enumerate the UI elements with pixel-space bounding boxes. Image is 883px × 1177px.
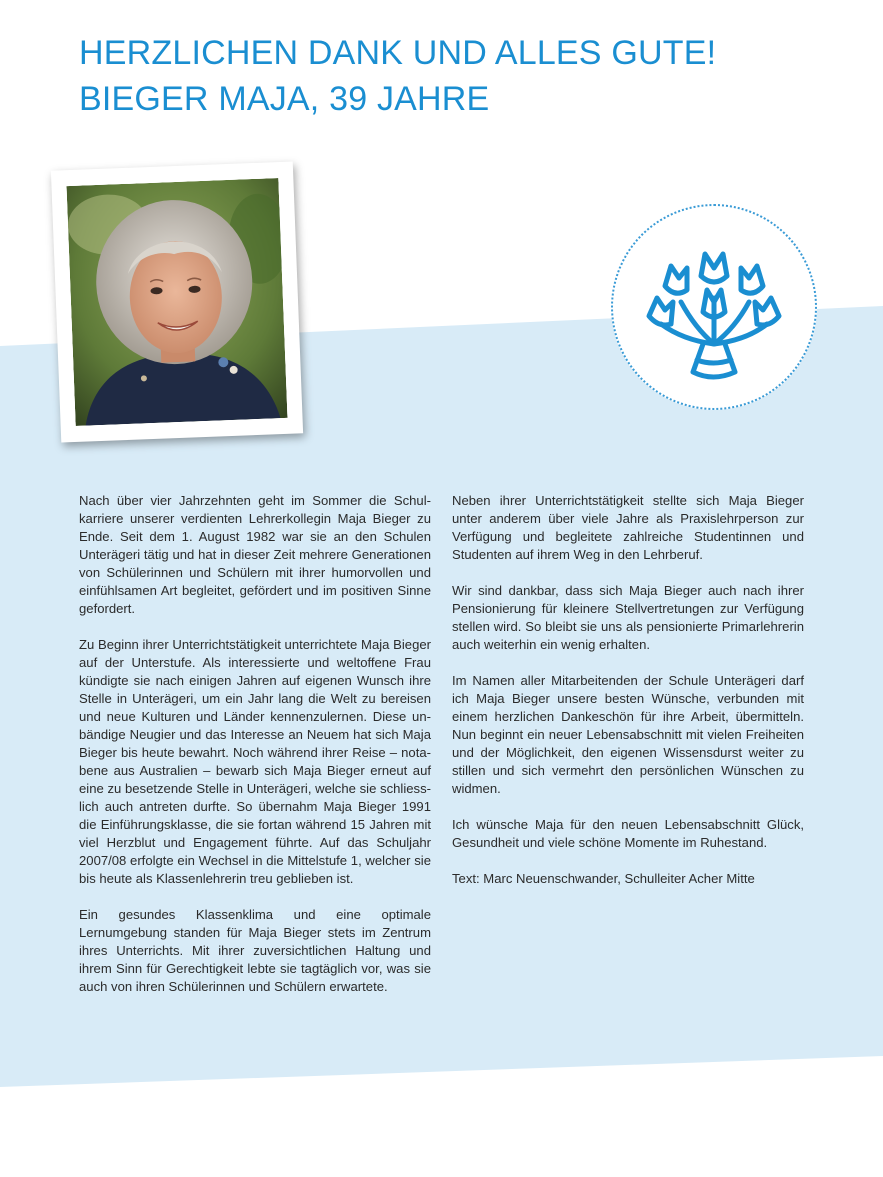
title-line-1: HERZLICHEN DANK UND ALLES GUTE! [79, 34, 717, 72]
page-title [79, 30, 716, 122]
paragraph: Nach über vier Jahrzehnten geht im Sommer die Schulkarriere unserer verdienten Lehrerkollegin Maja Bieger zu Ende. Seit dem 1. August 1982 war sie an den Schulen Unterägeri tätig und hat in dieser Zeit mehrere Generationen von Schülerinnen und Schülern mit ihrer humorvollen und einfühlsamen Art begleitet, gefördert und im positiven Sinne gefordert. [79, 493, 431, 616]
paragraph: Wir sind dankbar, dass sich Maja Bieger auch nach ihrer Pensionierung für kleinere Stellvertretungen zur Verfügung stellen wird. So bleibt sie uns als pensionierte Primarlehrerin auch weiterhin ein wenig erhalten. [452, 583, 804, 652]
flower-bouquet-icon [643, 232, 785, 384]
article-column-left [79, 492, 431, 1014]
bouquet-badge [611, 204, 817, 410]
paragraph: Neben ihrer Unterrichtstätigkeit stellte sich Maja Bieger unter anderem über viele Jahre als Praxislehrperson zur Verfügung und begleitete zahlreiche Studentinnen und Studenten auf ihrem Weg in den Lehrberuf. [452, 493, 804, 562]
paragraph: Im Namen aller Mitarbeitenden der Schule Unterägeri darf ich Maja Bieger unsere besten Wünsche, verbunden mit einem herzlichen Dankeschön für ihre Arbeit, übermitteln. Nun beginnt ein neuer Lebensabschnitt mit vielen Freiheiten und der Möglichkeit, den eigenen Wissensdurst weiter zu stillen und sich vermehrt den persönlichen Wünschen zu widmen. [452, 673, 804, 796]
polaroid-photo-frame [51, 161, 303, 442]
portrait-photo [66, 178, 287, 426]
article-column-right [452, 492, 804, 906]
paragraph: Ich wünsche Maja für den neuen Lebensabschnitt Glück, Gesundheit und viele schöne Momente im Ruhestand. [452, 817, 804, 850]
title-line-2: BIEGER MAJA, 39 JAHRE [79, 80, 490, 118]
paragraph: Zu Beginn ihrer Unterrichtstätigkeit unterrichtete Maja Bieger auf der Unterstufe. Als interessierte und weltoffene Frau kündigte sie nach einigen Jahren auf eigenen Wunsch ihre Stelle in Unterägeri, um ein Jahr lang die Welt zu bereisen und neue Kulturen und Länder kennenzulernen. Diese unbändige Neugier und das Interesse an Neuem hat sich Maja Bieger bis heute bewahrt. Noch während ihrer Reise – notabene aus Australien – bewarb sich Maja Bieger erneut auf eine zu besetzende Stelle in Unterägeri, welche sie schliesslich auch antreten durfte. So übernahm Maja Bieger 1991 die Einführungsklasse, die sie fortan während 15 Jahren mit viel Herzblut und Engagement führte. Auf das Schuljahr 2007/08 erfolgte ein Wechsel in die Mittelstufe 1, welcher sie bis heute als Klassenlehrerin treu geblieben ist. [79, 637, 431, 886]
author-credit: Text: Marc Neuenschwander, Schulleiter Acher Mitte [452, 871, 755, 886]
paragraph: Ein gesundes Klassenklima und eine optimale Lernumgebung standen für Maja Bieger stets im Zentrum ihres Unterrichts. Mit ihrer zuversichtlichen Haltung und ihrem Sinn für Gerechtigkeit lebte sie tagtäglich vor, was sie auch von ihren Schülerinnen und Schülern erwartete. [79, 907, 431, 994]
